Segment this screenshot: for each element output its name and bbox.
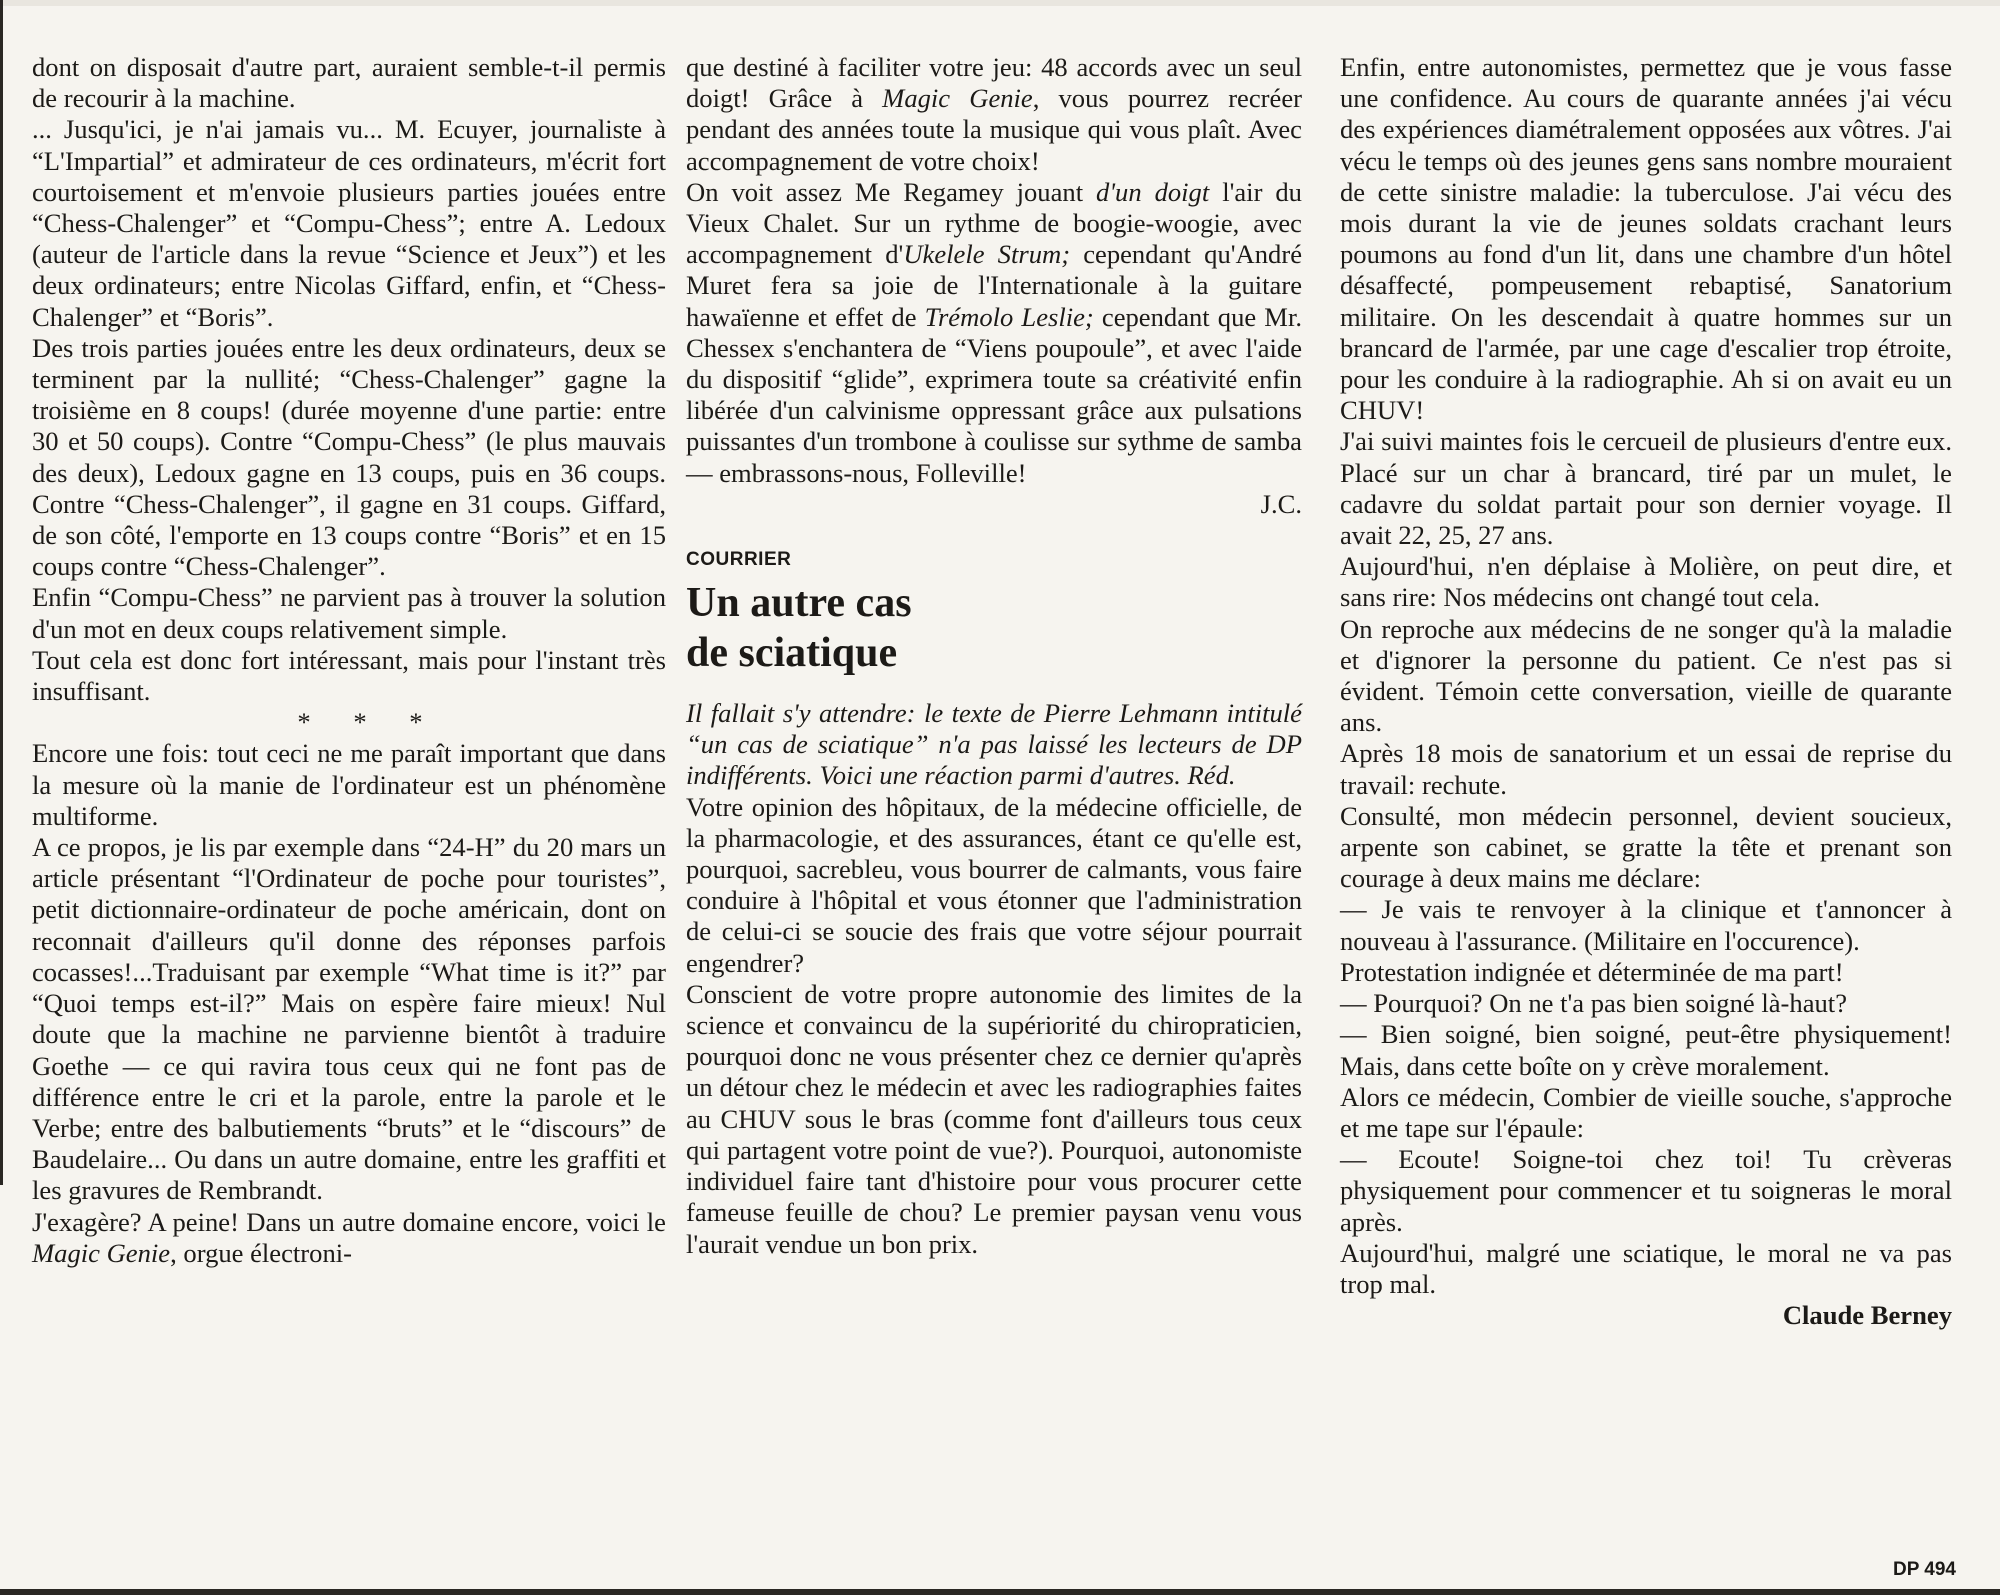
col3-paragraph: Après 18 mois de sanatorium et un essai de reprise du travail: rechute. [1340, 738, 1952, 800]
italic-run: d'un doigt [1096, 176, 1210, 207]
section-break-stars: * * * [297, 707, 441, 738]
col3-paragraph: — Pourquoi? On ne t'a pas bien soigné là-haut? [1340, 988, 1847, 1019]
col2-paragraph [686, 177, 1302, 489]
column-2 [686, 52, 1302, 1260]
col2-paragraph [686, 52, 1302, 177]
col1-paragraph: Enfin “Compu-Chess” ne parvient pas à trouver la solution d'un mot en deux coups relativement simple. [32, 582, 666, 644]
italic-run: Trémolo Leslie; [924, 301, 1094, 332]
col3-paragraph: — Ecoute! Soigne-toi chez toi! Tu crèveras physiquement pour commencer et tu soigneras le moral après. [1340, 1144, 1952, 1237]
text-run: , vous pourrez recréer pendant des années toute la musique qui vous plaît. Avec accompagnement de votre choix! [686, 83, 1302, 176]
headline-line: de sciatique [686, 630, 898, 677]
col3-paragraph: Aujourd'hui, malgré une sciatique, le moral ne va pas trop mal. [1340, 1237, 1952, 1299]
col3-paragraph: Aujourd'hui, n'en déplaise à Molière, on peut dire, et sans rire: Nos médecins ont changé tout cela. [1340, 551, 1952, 613]
text-run: On voit assez Me Regamey jouant [686, 176, 1097, 207]
col2-paragraph: Votre opinion des hôpitaux, de la médecine officielle, de la pharmacologie, et des assurances, étant ce qu'elle est, pourquoi, sacrebleu, vous bourrer de calmants, vous faire conduire à l'hôpital et vous étonner que l'administration de celui-ci se soucie des frais que votre séjour pourrait engendrer? [686, 791, 1302, 978]
text-run: cependant que Mr. Chessex s'enchantera de “Viens poupoule”, et avec l'aide du dispositif “glide”, exprimera toute sa créativité enfin libérée d'un calvinisme oppressant grâce aux pulsations puissantes d'un trombone à coulisse sur sythme de samba — embrassons-nous, Folleville! [686, 301, 1302, 488]
text-run: l'air du Vieux Chalet. Sur un rythme de boogie-woogie, avec accompagnement d' [686, 176, 1302, 270]
article-headline [686, 578, 1302, 678]
col3-paragraph: On reproche aux médecins de ne songer qu'à la maladie et d'ignorer la personne du patient. Ce n'est pas si évident. Témoin cette conversation, vieille de quarante ans. [1340, 613, 1952, 738]
italic-run: Magic Genie [882, 83, 1033, 114]
author-initials: J.C. [1260, 488, 1302, 519]
col1-paragraph: dont on disposait d'autre part, auraient semble-t-il permis de recourir à la machine. [32, 52, 666, 114]
italic-run: Ukelele Strum; [903, 239, 1071, 270]
col3-paragraph: Alors ce médecin, Combier de vieille souche, s'approche et me tape sur l'épaule: [1340, 1081, 1952, 1143]
text-run: cependant qu'André Muret fera sa joie de l'Internationale à la guitare hawaïenne et effet de [686, 239, 1302, 332]
col1-paragraph: ... Jusqu'ici, je n'ai jamais vu... M. Ecuyer, journaliste à “L'Impartial” et admirateur de ces ordinateurs, m'écrit fort courtoisement et m'envoie plusieurs parties jouées entre “Chess-Chalenger” et “Compu-Chess”; entre A. Ledoux (auteur de l'article dans la revue “Science et Jeux”) et les deux ordinateurs; entre Nicolas Giffard, enfin, et “Chess-Chalenger” et “Boris”. [32, 114, 666, 332]
column-1 [32, 52, 666, 1269]
top-edge [0, 0, 2000, 6]
col1-paragraph: Encore une fois: tout ceci ne me paraît important que dans la mesure où la manie de l'ordinateur est un phénomène multiforme. [32, 738, 666, 831]
italic-run: Magic Genie [32, 1237, 171, 1268]
col3-paragraph: Consulté, mon médecin personnel, devient soucieux, arpente son cabinet, se gratte la tête et prenant son courage à deux mains me déclare: [1340, 800, 1952, 894]
col3-paragraph: — Je vais te renvoyer à la clinique et t'annoncer à nouveau à l'assurance. (Militaire en l'occurence). [1340, 894, 1952, 956]
editor-intro: Il fallait s'y attendre: le texte de Pierre Lehmann intitulé “un cas de sciatique” n'a pas laissé les lecteurs de DP indifférents. Voici une réaction parmi d'autres. Réd. [686, 698, 1302, 791]
col3-paragraph: Enfin, entre autonomistes, permettez que je vous fasse une confidence. Au cours de quarante années j'ai vécu des expériences diamétralement opposées aux vôtres. J'ai vécu le temps où des jeunes gens sans nombre mouraient de cette sinistre maladie: la tuberculose. J'ai vécu des mois durant la vie de jeunes soldats crachant leurs poumons au fond d'un lit, dans une chambre d'un hôtel désaffecté, pompeusement rebaptisé, Sanatorium militaire. On les descendait à quatre hommes sur un brancard de l'armée, par une cage d'escalier trop étroite, pour les conduire à la radiographie. Ah si on avait eu un CHUV! [1340, 52, 1952, 426]
issue-number: DP 494 [1892, 1559, 1956, 1580]
col3-paragraph: Protestation indignée et déterminée de ma part! [1340, 956, 1844, 987]
left-margin-rule [0, 0, 3, 1185]
col3-paragraph: — Bien soigné, bien soigné, peut-être physiquement! Mais, dans cette boîte on y crève moralement. [1340, 1019, 1952, 1081]
author-signature: Claude Berney [1782, 1300, 1952, 1331]
text-run: , orgue électroni- [170, 1237, 352, 1268]
text-run: J'exagère? A peine! Dans un autre domaine encore, voici le [32, 1206, 666, 1237]
col1-paragraph: A ce propos, je lis par exemple dans “24-H” du 20 mars un article présentant “l'Ordinateur de poche pour touristes”, petit dictionnaire-ordinateur de poche américain, dont on reconnait d'ailleurs qu'il donne des réponses parfois cocasses!...Traduisant par exemple “What time is it?” par “Quoi temps est-il?” Mais on espère faire mieux! Nul doute que la machine ne parvienne bientôt à traduire Goethe — ce qui ravira tous ceux qui ne font pas de différence entre le cri et la parole, entre la parole et le Verbe; entre des balbutiements “bruts” et le “discours” de Baudelaire... Ou dans un autre domaine, entre les graffiti et les gravures de Rembrandt. [32, 832, 666, 1206]
col2-paragraph: Conscient de votre propre autonomie des limites de la science et convaincu de la supériorité du chiropraticien, pourquoi donc ne vous présenter chez ce dernier qu'après un détour chez le médecin et avec les radiographies faites au CHUV sous le bras (comme font d'ailleurs tous ceux qui partagent votre point de vue?). Pourquoi, autonomiste individuel faire tant d'histoire pour vous procurer cette fameuse feuille de chou? Le premier paysan venu vous l'aurait vendue un bon prix. [686, 978, 1302, 1259]
col1-paragraph: Tout cela est donc fort intéressant, mais pour l'instant très insuffisant. [32, 644, 666, 707]
text-run: que destiné à faciliter votre jeu: 48 accords avec un seul doigt! Grâce à [686, 52, 1302, 114]
col1-paragraph: Des trois parties jouées entre les deux ordinateurs, deux se terminent par la nullité; “Chess-Chalenger” gagne la troisième en 8 coups! (durée moyenne d'une partie: entre 30 et 50 coups). Contre “Compu-Chess” (le plus mauvais des deux), Ledoux gagne en 13 coups, puis en 36 coups. Contre “Chess-Chalenger”, il gagne en 31 coups. Giffard, de son côté, l'emporte en 13 coups contre “Boris” et en 15 coups contre “Chess-Chalenger”. [32, 332, 666, 582]
column-3 [1340, 52, 1952, 1331]
col1-paragraph [32, 1207, 666, 1269]
col3-paragraph: J'ai suivi maintes fois le cercueil de plusieurs d'entre eux. Placé sur un char à brancard, tiré par un mulet, le cadavre du soldat partait pour son dernier voyage. Il avait 22, 25, 27 ans. [1340, 426, 1952, 551]
section-rubric: COURRIER [686, 549, 792, 571]
bottom-edge [0, 1589, 2000, 1595]
headline-line: Un autre cas [686, 580, 912, 627]
